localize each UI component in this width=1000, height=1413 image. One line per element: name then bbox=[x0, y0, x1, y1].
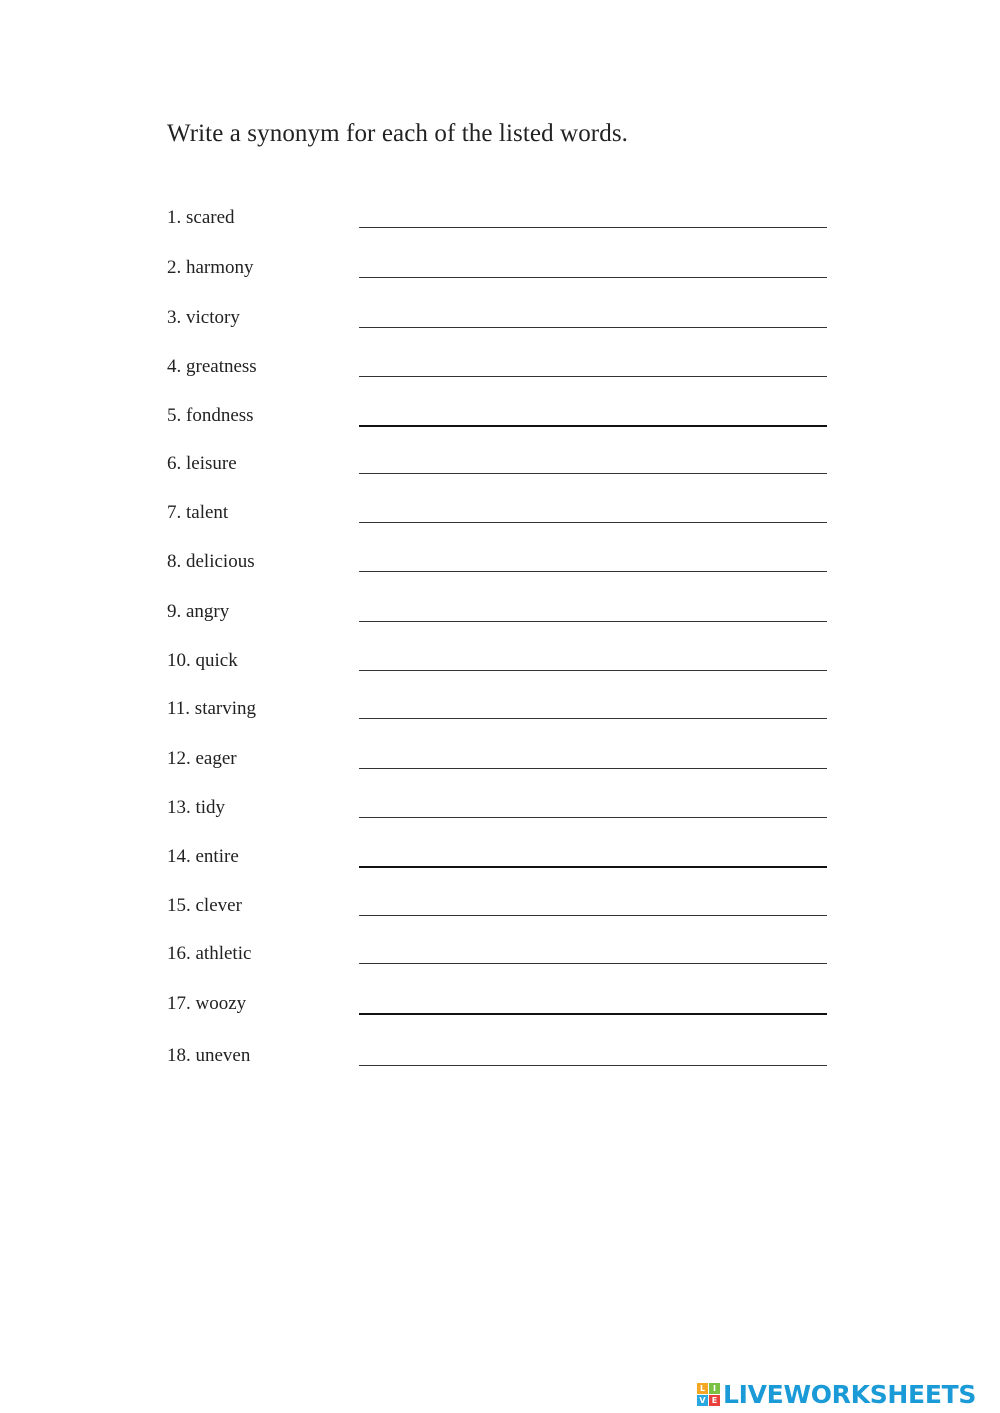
question-row bbox=[0, 650, 1000, 690]
question-row bbox=[0, 993, 1000, 1033]
question-word: 17. woozy bbox=[167, 993, 247, 1014]
answer-field[interactable] bbox=[359, 767, 827, 769]
question-row bbox=[0, 1045, 1000, 1085]
question-word: 15. clever bbox=[167, 895, 242, 916]
question-word: 7. talent bbox=[167, 502, 229, 523]
answer-field[interactable] bbox=[359, 865, 827, 868]
instruction-text: Write a synonym for each of the listed words. bbox=[167, 120, 629, 147]
question-row bbox=[0, 356, 1000, 396]
question-row bbox=[0, 895, 1000, 935]
question-word: 5. fondness bbox=[167, 405, 254, 426]
question-word: 1. scared bbox=[167, 207, 235, 228]
answer-field[interactable] bbox=[359, 326, 827, 328]
question-word: 2. harmony bbox=[167, 257, 254, 278]
answer-field[interactable] bbox=[359, 276, 827, 278]
question-row bbox=[0, 551, 1000, 591]
question-row bbox=[0, 698, 1000, 738]
question-row bbox=[0, 748, 1000, 788]
answer-field[interactable] bbox=[359, 424, 827, 427]
question-row bbox=[0, 943, 1000, 983]
question-row bbox=[0, 453, 1000, 493]
answer-field[interactable] bbox=[359, 1012, 827, 1015]
answer-field[interactable] bbox=[359, 570, 827, 572]
liveworksheets-logo bbox=[697, 1378, 976, 1410]
question-row bbox=[0, 207, 1000, 247]
logo-text: LIVEWORKSHEETS bbox=[723, 1379, 977, 1409]
question-row bbox=[0, 405, 1000, 445]
answer-field[interactable] bbox=[359, 620, 827, 622]
answer-field[interactable] bbox=[359, 962, 827, 964]
question-word: 10. quick bbox=[167, 650, 238, 671]
answer-field[interactable] bbox=[359, 375, 827, 377]
question-word: 9. angry bbox=[167, 601, 230, 622]
question-word: 12. eager bbox=[167, 748, 237, 769]
question-word: 14. entire bbox=[167, 846, 239, 867]
question-row bbox=[0, 846, 1000, 886]
question-word: 11. starving bbox=[167, 698, 257, 719]
question-word: 6. leisure bbox=[167, 453, 237, 474]
answer-field[interactable] bbox=[359, 226, 827, 228]
question-word: 3. victory bbox=[167, 307, 240, 328]
answer-field[interactable] bbox=[359, 472, 827, 474]
answer-field[interactable] bbox=[359, 816, 827, 818]
question-row bbox=[0, 502, 1000, 542]
answer-field[interactable] bbox=[359, 717, 827, 719]
answer-field[interactable] bbox=[359, 914, 827, 916]
question-row bbox=[0, 797, 1000, 837]
question-row bbox=[0, 257, 1000, 297]
answer-field[interactable] bbox=[359, 521, 827, 523]
answer-field[interactable] bbox=[359, 1064, 827, 1066]
question-word: 4. greatness bbox=[167, 356, 257, 377]
answer-field[interactable] bbox=[359, 669, 827, 671]
question-row bbox=[0, 601, 1000, 641]
logo-mark-icon: L I V E bbox=[697, 1383, 720, 1406]
question-word: 8. delicious bbox=[167, 551, 255, 572]
question-word: 18. uneven bbox=[167, 1045, 251, 1066]
question-row bbox=[0, 307, 1000, 347]
question-word: 16. athletic bbox=[167, 943, 252, 964]
question-word: 13. tidy bbox=[167, 797, 226, 818]
